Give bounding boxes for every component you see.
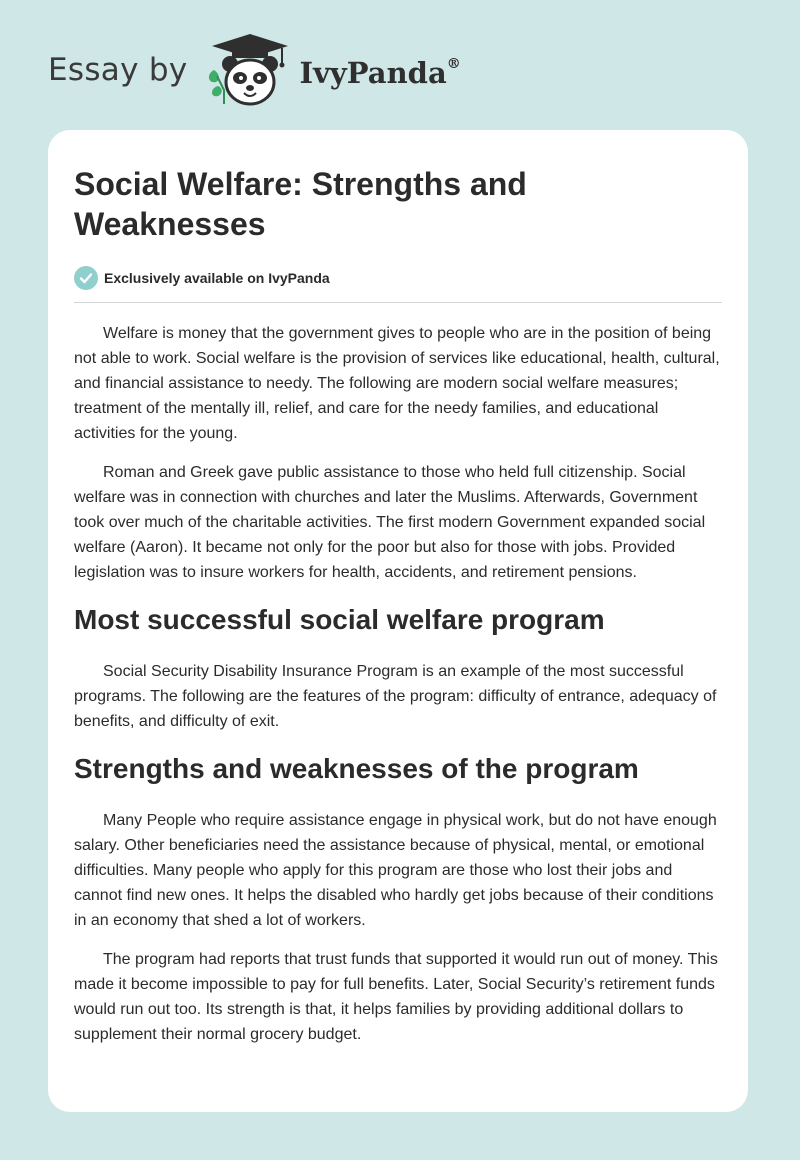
page-title: Social Welfare: Strengths and Weaknesses xyxy=(74,166,527,242)
registered-mark: ® xyxy=(446,56,461,73)
exclusive-badge-label: Exclusively available on IvyPanda xyxy=(104,270,330,286)
brand-name[interactable]: IvyPanda® xyxy=(299,56,461,90)
section-heading: Most successful social welfare program xyxy=(74,604,605,635)
paragraph: Social Security Disability Insurance Program is an example of the most successful programs. The following are the features of the program: difficulty of entrance, adequacy of benefits, and difficulty of exit. xyxy=(74,663,717,730)
panda-graduate-icon xyxy=(202,30,294,110)
paragraph: Many People who require assistance engage in physical work, but do not have enough salary. Other beneficiaries need the assistance because of physical, mental, or emotional difficulties. Many people who apply for this program are those who lost their jobs and cannot find new ones. It helps the disabled who hardly get jobs because of their conditions in an economy that shed a lot of workers. xyxy=(74,812,717,929)
section-heading: Strengths and weaknesses of the program xyxy=(74,753,639,784)
essay-by-label: Essay by xyxy=(48,52,188,88)
check-icon xyxy=(74,266,98,290)
divider xyxy=(74,302,722,303)
site-header xyxy=(48,30,461,110)
exclusive-badge xyxy=(74,264,722,292)
paragraph: The program had reports that trust funds that supported it would run out of money. This made it become impossible to pay for full benefits. Later, Social Security’s retirement funds would run out too. Its strength is that, it helps families by providing additional dollars to supplement their normal grocery budget. xyxy=(74,951,718,1043)
paragraph: Welfare is money that the government gives to people who are in the position of being not able to work. Social welfare is the provision of services like educational, health, cultural, and financial assistance to needy. The following are modern social welfare measures; treatment of the mentally ill, relief, and care for the needy families, and educational activities for the young. xyxy=(74,325,720,442)
paragraph: Roman and Greek gave public assistance to those who held full citizenship. Social welfare was in connection with churches and later the Muslims. Afterwards, Government took over much of the charitable activities. The first modern Government expanded social welfare (Aaron). It became not only for the poor but also for those with jobs. Provided legislation was to insure workers for health, accidents, and retirement pensions. xyxy=(74,464,706,581)
essay-card xyxy=(48,130,748,1112)
